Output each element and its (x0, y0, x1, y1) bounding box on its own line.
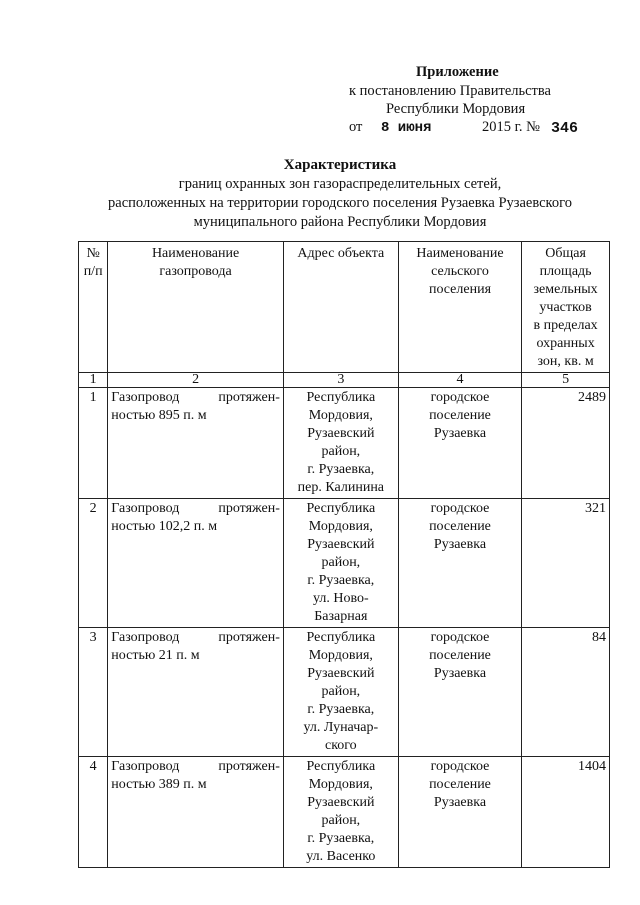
settlement-line: поселение (429, 408, 491, 423)
header-text: Наименование (416, 246, 504, 261)
row-number: 1 (79, 388, 108, 499)
zone-area: 2489 (522, 388, 610, 499)
pipeline-name: Газопровод протяжен-ностью 21 п. м (108, 628, 284, 757)
address-line: Мордовия, (308, 408, 373, 423)
document-title: Характеристика (283, 157, 397, 173)
address-line: ул. Васенко (306, 849, 376, 864)
header-text: зон, кв. м (537, 354, 594, 369)
column-number: 2 (108, 373, 284, 388)
header-address (283, 242, 398, 373)
header-text: поселения (428, 282, 492, 297)
column-number: 4 (398, 373, 521, 388)
table-row (79, 757, 610, 868)
settlement-line: Рузаевка (433, 795, 487, 810)
address-line: район, (321, 684, 361, 699)
header-text: № (86, 246, 100, 261)
zone-area: 321 (522, 499, 610, 628)
handwritten-number: 346 (551, 120, 579, 137)
subtitle-line-1: границ охранных зон газораспределительных сетей, (178, 176, 502, 192)
address-line: Мордовия, (308, 519, 373, 534)
appendix-title: Приложение (416, 64, 499, 80)
column-number: 3 (283, 373, 398, 388)
pipeline-name: Газопровод протяжен-ностью 895 п. м (108, 388, 284, 499)
table-header-row (79, 242, 610, 373)
address-line: Республика (306, 501, 376, 516)
row-number: 4 (79, 757, 108, 868)
settlement-name (398, 388, 521, 499)
header-area (522, 242, 610, 373)
table-row (79, 628, 610, 757)
header-text: Наименование (151, 246, 240, 261)
address-line: Рузаевский (307, 666, 375, 681)
address-line: Республика (306, 630, 376, 645)
address-line: Республика (306, 759, 376, 774)
address-line: пер. Калинина (297, 480, 385, 495)
header-number (79, 242, 108, 373)
row-number: 2 (79, 499, 108, 628)
address-line: район, (321, 444, 361, 459)
column-number: 1 (79, 373, 108, 388)
date-prefix: от (349, 119, 363, 135)
header-text: п/п (83, 264, 103, 279)
column-number: 5 (522, 373, 610, 388)
gas-zones-table (78, 241, 610, 868)
settlement-line: городское (430, 759, 490, 774)
address-line: ул. Ново- (313, 591, 369, 606)
table-row (79, 388, 610, 499)
settlement-line: поселение (429, 648, 491, 663)
address-line: ул. Луначар- (303, 720, 379, 735)
handwritten-date: 8 июня (381, 120, 432, 136)
zone-area: 84 (522, 628, 610, 757)
address-line: район, (321, 813, 361, 828)
address-line: Рузаевский (307, 426, 375, 441)
address-line: Мордовия, (308, 777, 373, 792)
address-line: Рузаевский (307, 537, 375, 552)
subtitle-line-2: расположенных на территории городского поселения Рузаевка Рузаевского (108, 195, 572, 211)
settlement-line: Рузаевка (433, 666, 487, 681)
settlement-name (398, 499, 521, 628)
address-line: г. Рузаевка, (307, 462, 375, 477)
address-line: Базарная (314, 609, 368, 624)
row-number: 3 (79, 628, 108, 757)
year-number-label: 2015 г. № (482, 119, 541, 135)
appendix-line-2: Республики Мордовия (386, 101, 526, 117)
header-text: Общая (545, 246, 586, 261)
header-text: сельского (431, 264, 489, 279)
header-text: охранных (536, 336, 595, 351)
address-line: район, (321, 555, 361, 570)
settlement-line: городское (430, 630, 490, 645)
object-address (283, 628, 398, 757)
header-settlement (398, 242, 521, 373)
address-line: Мордовия, (308, 648, 373, 663)
address-line: Рузаевский (307, 795, 375, 810)
settlement-line: поселение (429, 777, 491, 792)
settlement-line: городское (430, 390, 490, 405)
settlement-line: Рузаевка (433, 537, 487, 552)
document-title-block (60, 156, 620, 232)
pipeline-name: Газопровод протяжен-ностью 389 п. м (108, 757, 284, 868)
address-line: Республика (306, 390, 376, 405)
pipeline-name: Газопровод протяжен-ностью 102,2 п. м (108, 499, 284, 628)
object-address (283, 388, 398, 499)
address-line: г. Рузаевка, (307, 831, 375, 846)
settlement-line: городское (430, 501, 490, 516)
zone-area: 1404 (522, 757, 610, 868)
header-text: Адрес объекта (297, 246, 385, 261)
settlement-line: Рузаевка (433, 426, 487, 441)
appendix-line-1: к постановлению Правительства (349, 83, 551, 99)
header-text: площадь (539, 264, 592, 279)
address-line: г. Рузаевка, (307, 702, 375, 717)
address-line: г. Рузаевка, (307, 573, 375, 588)
header-text: газопровода (159, 264, 232, 279)
header-text: участков (539, 300, 592, 315)
subtitle-line-3: муниципального района Республики Мордовия (193, 214, 487, 230)
address-line: ского (324, 738, 357, 753)
object-address (283, 757, 398, 868)
object-address (283, 499, 398, 628)
column-number-row (79, 373, 610, 388)
header-text: земельных (533, 282, 598, 297)
table-row (79, 499, 610, 628)
header-text: в пределах (533, 318, 598, 333)
settlement-line: поселение (429, 519, 491, 534)
settlement-name (398, 757, 521, 868)
header-pipeline-name (108, 242, 284, 373)
settlement-name (398, 628, 521, 757)
